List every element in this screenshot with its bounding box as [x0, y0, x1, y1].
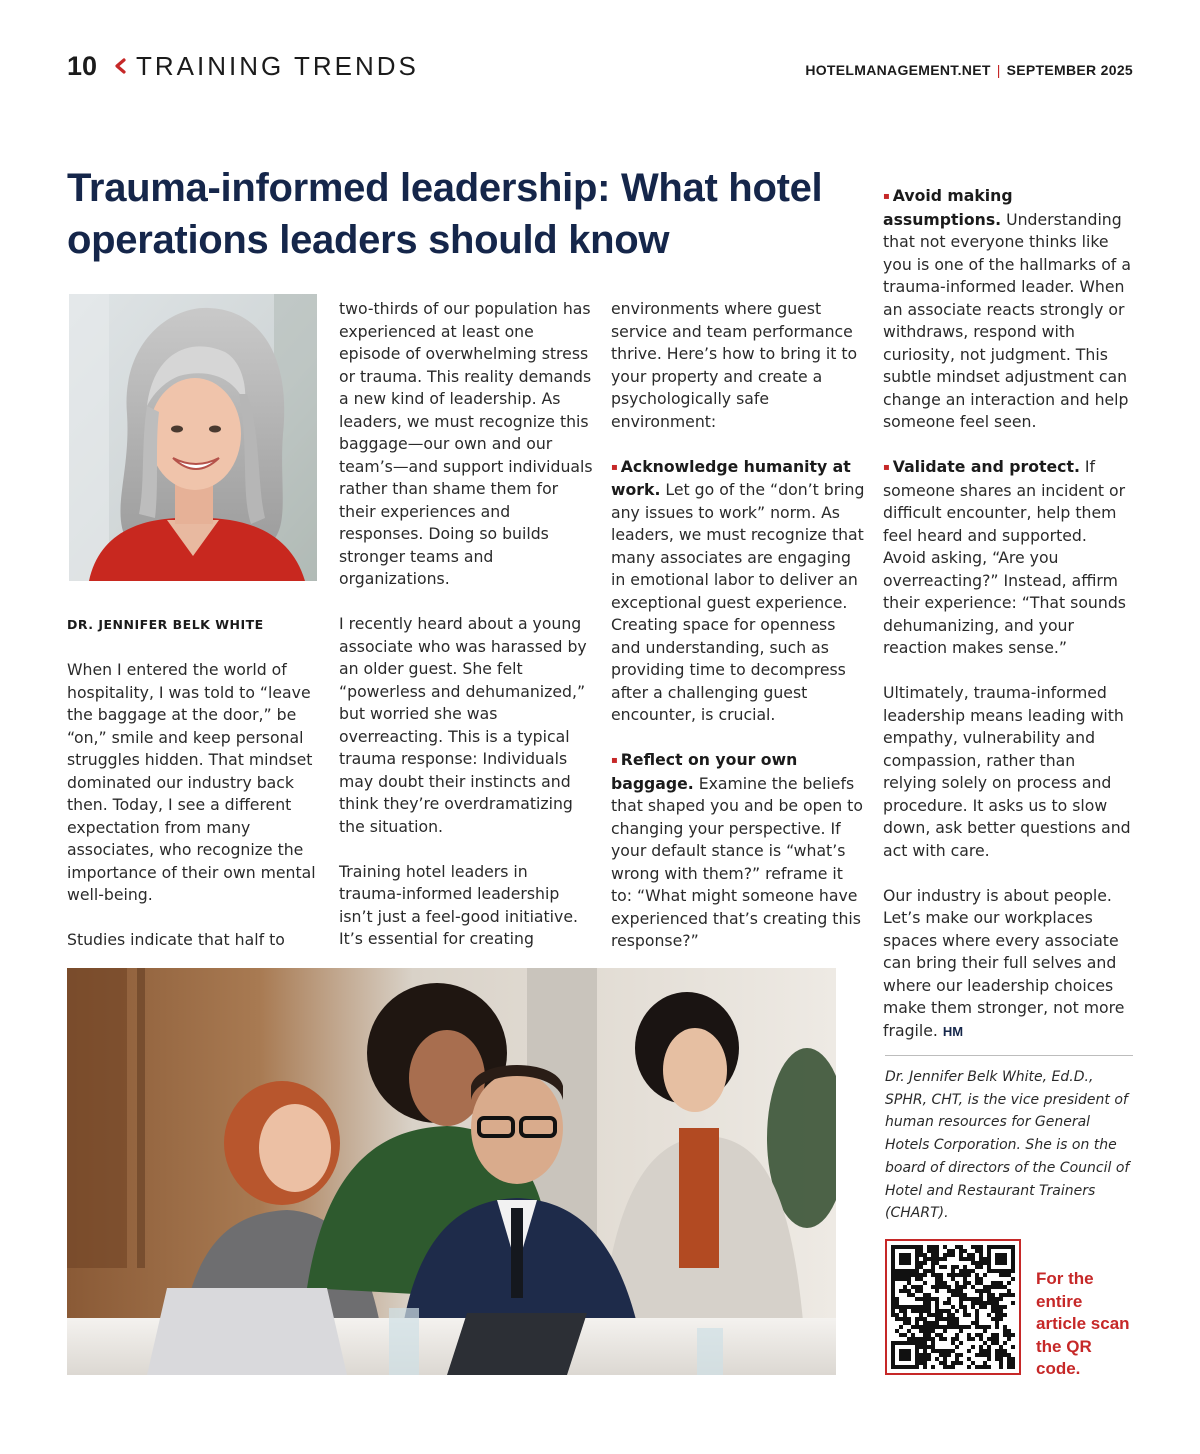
tip-body: Examine the beliefs that shaped you and be open to changing your perspective. If your default stance is “what’s wrong with them?” reframe it to: “What might someone have experienced that’s creating this response?”	[611, 773, 863, 950]
bullet-icon: ▪	[883, 462, 890, 473]
bullet-icon: ▪	[611, 755, 618, 766]
tip-acknowledge-humanity	[611, 456, 865, 727]
studies-paragraph-start: Studies indicate that half to	[67, 930, 285, 949]
ultimately-paragraph: Ultimately, trauma-informed leadership means leading with empathy, vulnerability and compassion, rather than relying solely on process and procedure. It asks us to slow down, ask better questions and act with care.	[883, 683, 1131, 860]
site-name: HOTELMANAGEMENT.NET	[805, 62, 991, 78]
publication-info	[805, 60, 1133, 80]
section-title: TRAINING TRENDS	[136, 51, 419, 81]
bullet-icon: ▪	[883, 191, 890, 202]
author-byline: DR. JENNIFER BELK WHITE	[67, 617, 264, 632]
chevron-left-icon	[112, 55, 128, 77]
tip-validate-protect	[883, 456, 1133, 660]
closing-paragraph	[883, 885, 1133, 1044]
training-paragraph-continued: environments where guest service and team performance thrive. Here’s how to bring it to your property and create a psychologically safe environment:	[611, 299, 858, 431]
author-headshot-photo	[69, 294, 317, 581]
article-column-4	[883, 185, 1133, 1043]
tip-title: Avoid making assumptions.	[883, 186, 1013, 229]
qr-code-graphic	[887, 1241, 1019, 1373]
closing-text: Our industry is about people. Let’s make our workplaces spaces where every associate can bring their full selves and where our leadership choices make them stronger, not more fragile.	[883, 885, 1125, 1040]
tip-body: Let go of the “don’t bring any issues to work” norm. As leaders, we must recognize that many associates are engaging in emotional labor to deliver an exceptional guest experience. Creating space for openness and understanding, such as providing time to decompress after a challenging guest encounter, is crucial.	[611, 480, 865, 724]
page-number: 10	[67, 51, 98, 81]
story-paragraph: I recently heard about a young associate who was harassed by an older guest. She felt “powerless and dehumanized,” but worried she was overreacting. This is a typical trauma response: Individuals may doubt their instincts and think they’re overdramatizing the situation.	[339, 614, 587, 836]
tip-body: Understanding that not everyone thinks like you is one of the hallmarks of a trauma-informed leader. When an associate reacts strongly or withdraws, respond with curiosity, not judgment. This subtle mindset adjustment can change an interaction and help someone feel seen.	[883, 209, 1131, 431]
qr-call-to-action: For the entire article scan the QR code.	[1036, 1269, 1130, 1379]
tip-avoid-assumptions	[883, 185, 1133, 434]
tip-title: Acknowledge humanity at work.	[611, 456, 851, 499]
author-bio: Dr. Jennifer Belk White, Ed.D., SPHR, CHT, is the vice president of human resources for General Hotels Corporation. She is on the board of directors of the Council of Hotel and Restaurant Trainers (CHART).	[885, 1069, 1130, 1222]
bullet-icon: ▪	[611, 461, 618, 473]
article-column-2	[339, 298, 593, 951]
end-mark: HM	[942, 1023, 964, 1039]
bio-divider	[885, 1055, 1133, 1056]
tip-reflect-baggage	[611, 749, 865, 953]
article-column-3	[611, 298, 865, 953]
studies-paragraph-continued: two-thirds of our population has experienced at least one episode of overwhelming stress or trauma. This reality demands a new kind of leadership. As leaders, we must recognize this baggage—our own and our team’s—and support individuals rather than shame them for their experiences and responses. Doing so builds stronger teams and organizations.	[339, 299, 593, 588]
qr-code[interactable]	[885, 1239, 1021, 1375]
tip-title: Reflect on your own baggage.	[611, 750, 798, 793]
tip-title: Validate and protect.	[892, 457, 1080, 476]
training-paragraph-start: Training hotel leaders in trauma-informed leadership isn’t just a feel-good initiative. It’s essential for creating	[339, 861, 578, 948]
separator: |	[996, 62, 1001, 78]
intro-paragraph: When I entered the world of hospitality, I was told to “leave the baggage at the door,” be “on,” smile and keep personal struggles hidden. That mindset dominated our industry back then. Today, I see a different expectation from many associates, who recognize the importance of their own mental well-being.	[67, 660, 316, 904]
issue-date: SEPTEMBER 2025	[1006, 62, 1133, 78]
team-meeting-photo	[67, 968, 836, 1375]
article-column-1	[67, 659, 317, 952]
article-headline: Trauma-informed leadership: What hotel operations leaders should know	[67, 166, 823, 262]
tip-body: If someone shares an incident or difficult encounter, help them feel heard and supported. Avoid asking, “Are you overreacting?” Instead, affirm their experience: “That sounds dehumanizing, and your reaction makes sense.”	[883, 457, 1126, 657]
